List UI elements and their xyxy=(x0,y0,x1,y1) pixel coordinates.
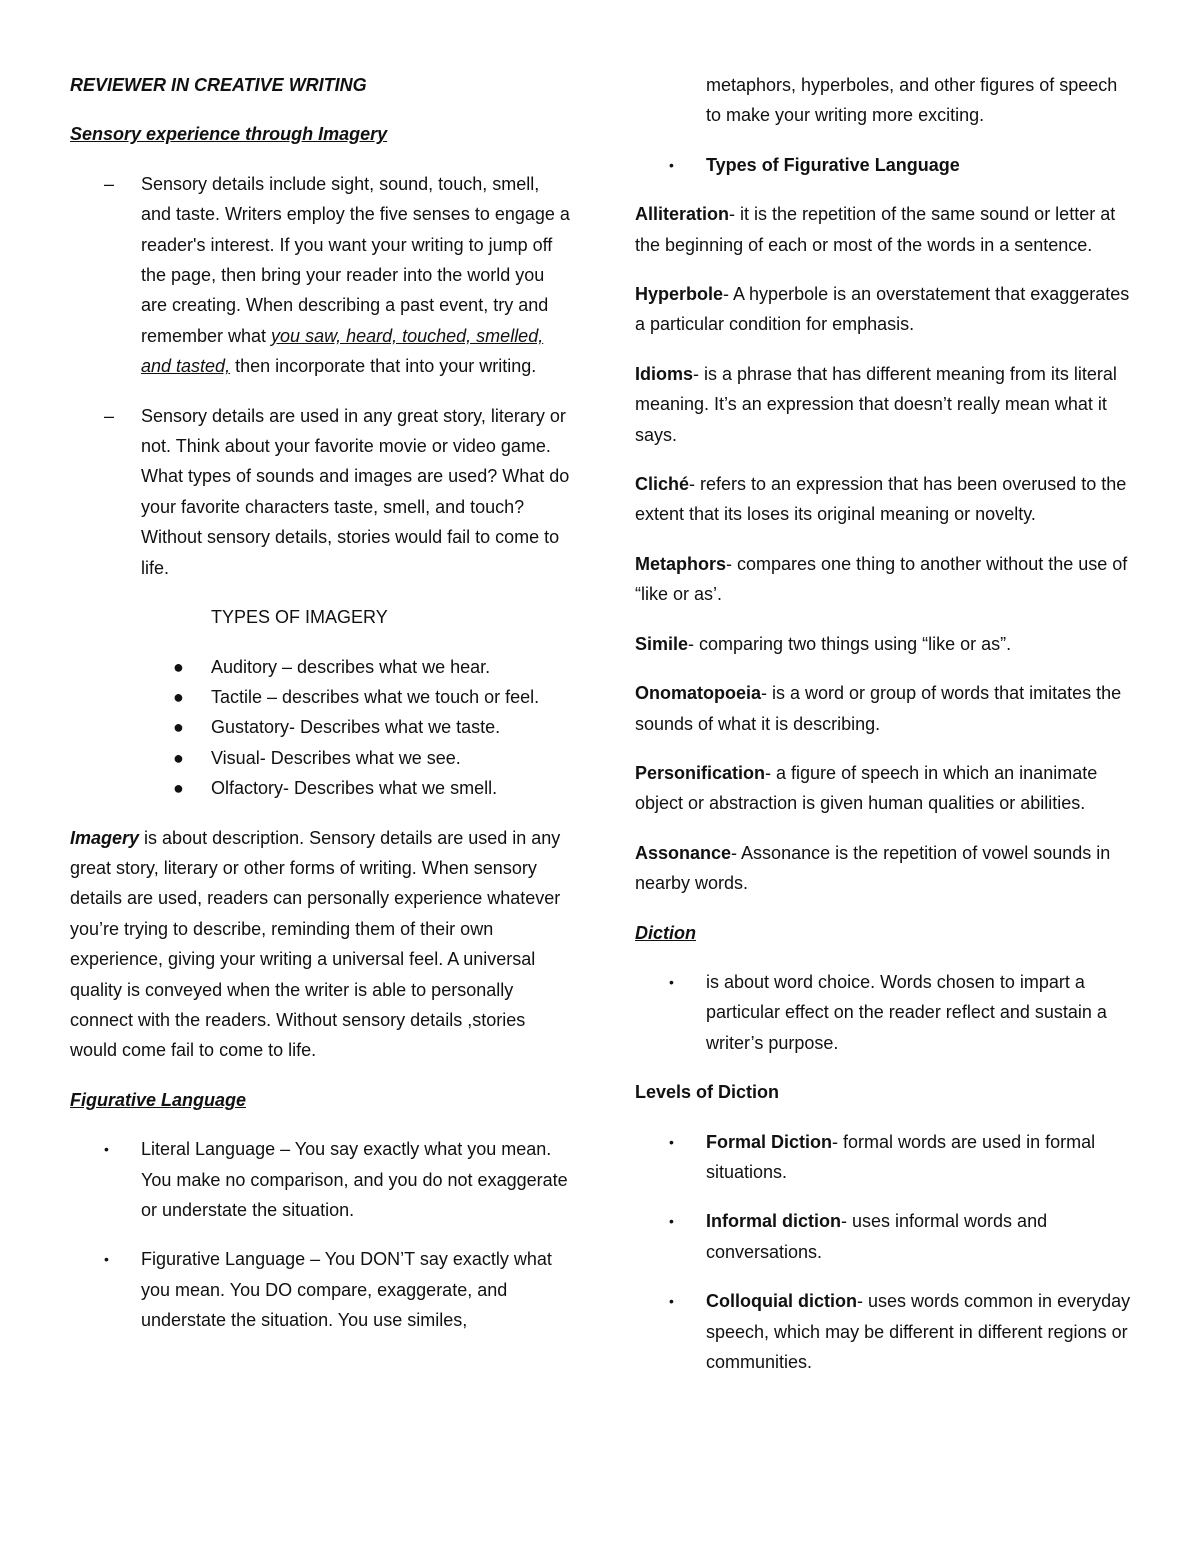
list-item: ● Auditory – describes what we hear. xyxy=(70,652,570,682)
list-item: ● Gustatory- Describes what we taste. xyxy=(70,712,570,742)
sensory-paragraph-1: – Sensory details include sight, sound, touch, smell, and taste. Writers employ the five senses to engage a reader's interest. If you want your writing to jump off the page, then bring your reader into the world you are creating. When describing a past event, try and remember what you saw, heard, touched, smelled, and tasted, then incorporate that into your writing. xyxy=(70,169,570,382)
figurative-heading: Figurative Language xyxy=(70,1089,247,1110)
figurative-language-item: • Figurative Language – You DON’T say exactly what you mean. You DO compare, exaggerate, and understate the situation. You use similes, xyxy=(70,1244,570,1335)
left-column xyxy=(70,70,570,1355)
dash-marker: – xyxy=(104,173,115,194)
types-of-figurative-heading: • Types of Figurative Language xyxy=(635,150,1135,180)
term-hyperbole: Hyperbole- A hyperbole is an overstatement that exaggerates a particular condition for emphasis. xyxy=(635,284,1130,335)
imagery-types-list xyxy=(70,652,570,804)
imagery-paragraph: Imagery is about description. Sensory details are used in any great story, literary or other forms of writing. When sensory details are used, readers can personally experience whatever you’re trying to describe, reminding them of their own experience, giving your writing a universal feel. A universal quality is conveyed when the writer is able to personally connect with the readers. Without sensory details ,stories would come fail to come to life. xyxy=(70,827,561,1061)
bullet-icon: ● xyxy=(173,747,184,768)
bullet-icon: ● xyxy=(173,778,184,799)
bullet-icon: ● xyxy=(173,686,184,707)
term-alliteration: Alliteration- it is the repetition of the same sound or letter at the beginning of each or most of the words in a sentence. xyxy=(635,204,1116,255)
figurative-language-continued: metaphors, hyperboles, and other figures of speech to make your writing more exciting. xyxy=(706,75,1118,126)
level-formal: • Formal Diction- formal words are used in formal situations. xyxy=(635,1127,1135,1188)
bullet-icon: ● xyxy=(173,717,184,738)
levels-of-diction-heading: Levels of Diction xyxy=(635,1082,780,1103)
level-colloquial: • Colloquial diction- uses words common in everyday speech, which may be different in different regions or communities. xyxy=(635,1286,1135,1377)
bullet-icon: ● xyxy=(173,656,184,677)
imagery-term: Imagery xyxy=(70,827,140,848)
list-item: ● Tactile – describes what we touch or feel. xyxy=(70,682,570,712)
sensory-heading: Sensory experience through Imagery xyxy=(70,124,388,145)
term-cliche: Cliché- refers to an expression that has been overused to the extent that its loses its original meaning or novelty. xyxy=(635,474,1127,525)
list-item: ● Visual- Describes what we see. xyxy=(70,743,570,773)
bullet-icon: • xyxy=(104,1141,109,1158)
diction-description: • is about word choice. Words chosen to impart a particular effect on the reader reflect and sustain a writer’s purpose. xyxy=(635,967,1135,1058)
level-informal: • Informal diction- uses informal words and conversations. xyxy=(635,1206,1135,1267)
document-title: REVIEWER IN CREATIVE WRITING xyxy=(70,75,367,95)
term-personification: Personification- a figure of speech in which an inanimate object or abstraction is given human qualities or abilities. xyxy=(635,762,1098,814)
bullet-icon: • xyxy=(669,1213,674,1230)
literal-language-item: • Literal Language – You say exactly what you mean. You make no comparison, and you do not exaggerate or understate the situation. xyxy=(70,1134,570,1225)
bullet-icon: • xyxy=(669,1293,674,1310)
term-assonance: Assonance- Assonance is the repetition of vowel sounds in nearby words. xyxy=(635,842,1111,894)
term-idioms: Idioms- is a phrase that has different meaning from its literal meaning. It’s an expression that doesn’t really mean what it says. xyxy=(635,363,1117,445)
term-onomatopoeia: Onomatopoeia- is a word or group of words that imitates the sounds of what it is describing. xyxy=(635,683,1122,734)
term-simile: Simile- comparing two things using “like or as”. xyxy=(635,633,1012,654)
bullet-icon: • xyxy=(669,973,674,990)
bullet-icon: • xyxy=(104,1251,109,1268)
term-metaphors: Metaphors- compares one thing to another without the use of “like or as’. xyxy=(635,553,1128,605)
emphasis-senses: you saw, heard, touched, smelled, and tasted, xyxy=(141,325,544,377)
right-column xyxy=(635,70,1135,1396)
types-of-imagery-title: TYPES OF IMAGERY xyxy=(211,607,388,628)
diction-heading: Diction xyxy=(635,922,696,943)
dash-marker: – xyxy=(104,405,115,426)
sensory-paragraph-2: – Sensory details are used in any great story, literary or not. Think about your favorite movie or video game. What types of sounds and images are used? What do your favorite characters taste, smell, and touch? Without sensory details, stories would fail to come to life. xyxy=(70,401,570,583)
list-item: ● Olfactory- Describes what we smell. xyxy=(70,773,570,803)
bullet-icon: • xyxy=(669,1133,674,1150)
bullet-icon: • xyxy=(669,156,674,173)
